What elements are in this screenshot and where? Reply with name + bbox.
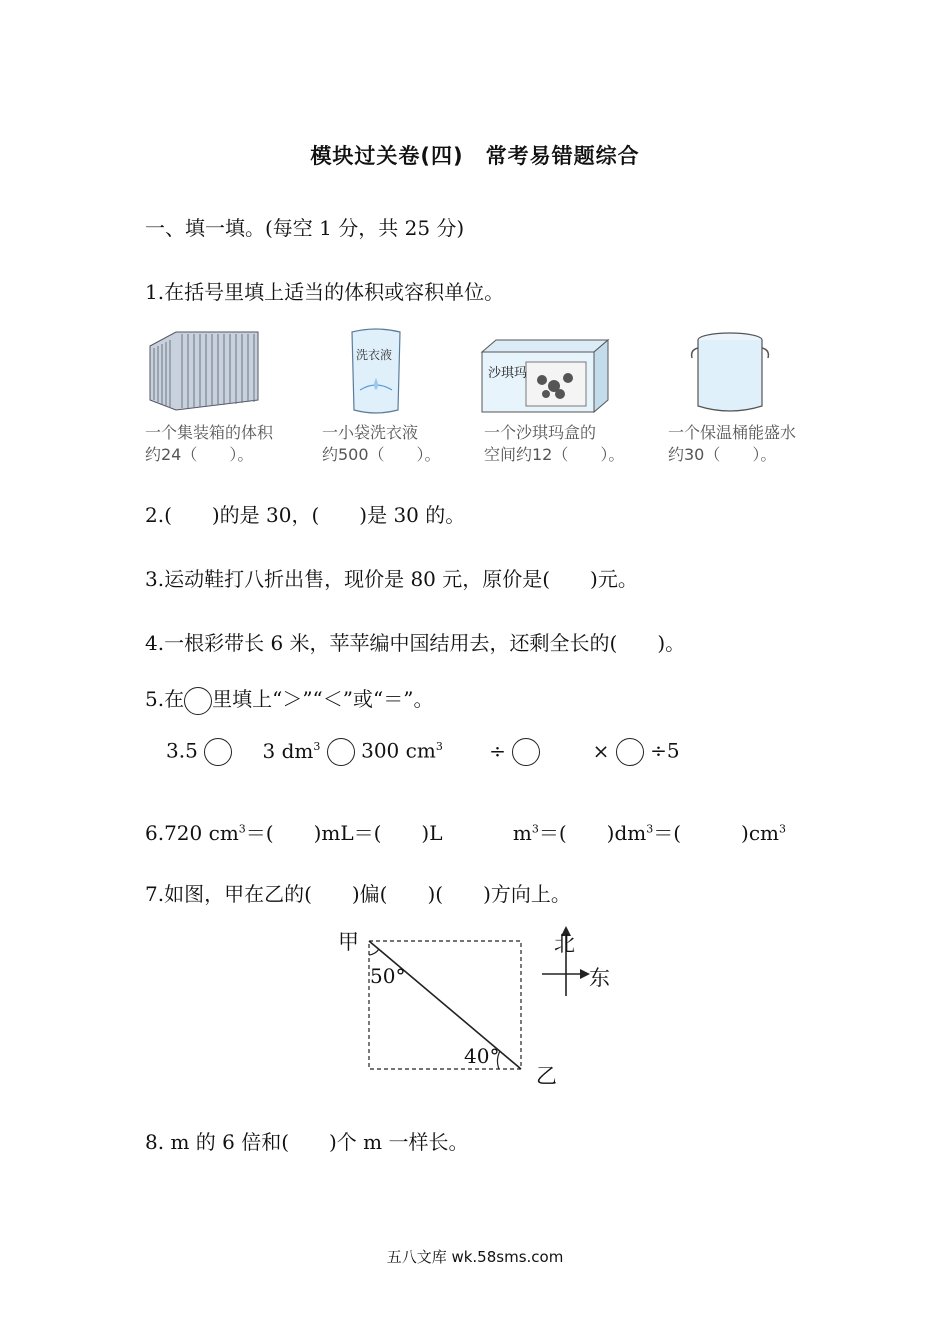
question-2: 2.( )的是 30，( )是 30 的。 xyxy=(145,503,466,527)
caption-detergent: 一小袋洗衣液 约500（ ）。 xyxy=(322,423,441,464)
question-1: 1.在括号里填上适当的体积或容积单位。 xyxy=(145,280,505,304)
angle-50: 50° xyxy=(370,964,406,988)
question-5: 5.在 里填上“＞”“＜”或“＝”。 xyxy=(145,683,433,715)
compare-row: 3.5 3 $dm^3$ 300 $cm^3$ ÷ × ÷5 xyxy=(166,738,680,766)
question-4: 4.一根彩带长 6 米，苹苹编中国结用去，还剩全长的( )。 xyxy=(145,631,686,655)
direction-diagram xyxy=(330,924,630,1094)
snack-box-label: 沙琪玛 xyxy=(488,366,528,381)
compare-circle-3[interactable] xyxy=(512,738,540,766)
caption-container: 一个集装箱的体积 约24（ ）。 xyxy=(145,423,274,464)
section-heading: 一、填一填。(每空 1 分，共 25 分) xyxy=(145,216,465,240)
footer-watermark: 五八文库 wk.58sms.com xyxy=(386,1248,564,1266)
detergent-label: 洗衣液 xyxy=(356,348,393,362)
label-yi: 乙 xyxy=(536,1064,557,1088)
compare-circle-4[interactable] xyxy=(616,738,644,766)
question-7: 7.如图，甲在乙的( )偏( )( )方向上。 xyxy=(145,882,571,906)
thermal-bucket-image xyxy=(688,328,772,416)
compare-circle xyxy=(184,687,212,715)
compare-circle-2[interactable] xyxy=(327,738,355,766)
question-8: 8. m 的 6 倍和( )个 m 一样长。 xyxy=(145,1130,469,1154)
label-north: 北 xyxy=(554,932,575,956)
compare-circle-1[interactable] xyxy=(204,738,232,766)
label-east: 东 xyxy=(589,966,610,990)
container-image xyxy=(146,328,264,414)
page-title: 模块过关卷(四) 常考易错题综合 xyxy=(310,144,640,168)
caption-snack-box: 一个沙琪玛盒的 空间约12（ ）。 xyxy=(484,423,625,464)
caption-bucket: 一个保温桶能盛水 约30（ ）。 xyxy=(668,423,797,464)
angle-40: 40° xyxy=(464,1044,500,1068)
label-jia: 甲 xyxy=(338,930,359,954)
question-6: 6.720 $cm^3=$( )mL＝( )L $m^3=$( )$dm^3=$( )$cm^3$ xyxy=(145,821,787,845)
question-3: 3.运动鞋打八折出售，现价是 80 元，原价是( )元。 xyxy=(145,567,638,591)
detergent-bag-image xyxy=(346,326,406,418)
